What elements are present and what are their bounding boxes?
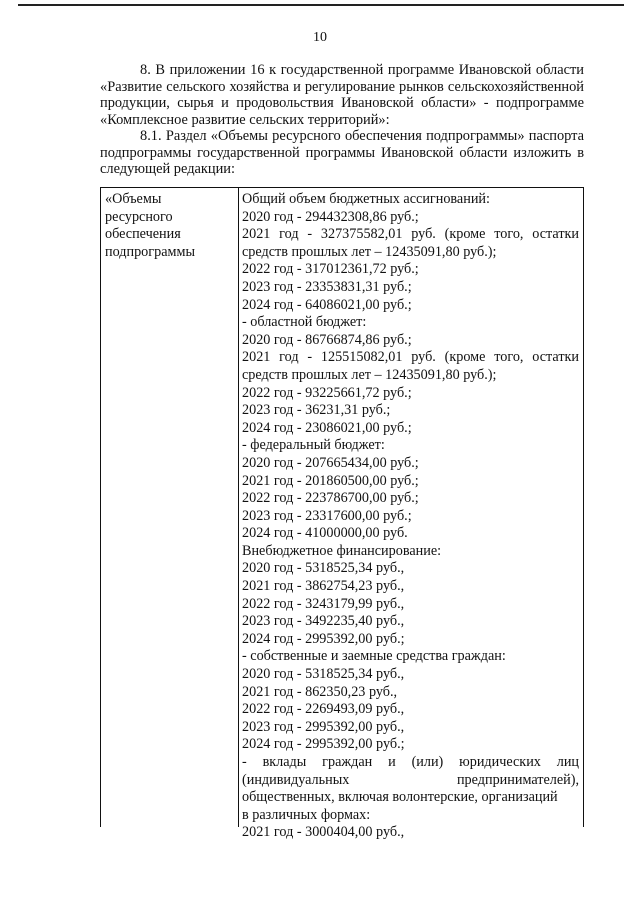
extrabudget-2024: 2024 год - 2995392,00 руб.; [242,630,405,647]
word: - [307,226,313,243]
federal-2020: 2020 год - 207665434,00 руб.; [242,454,419,471]
left-cell-line: подпрограммы [105,243,195,260]
regional-2020: 2020 год - 86766874,86 руб.; [242,331,412,348]
word: остатки [532,349,579,366]
regional-2024: 2024 год - 23086021,00 руб.; [242,419,412,436]
extrabudget-2021: 2021 год - 3862754,23 руб., [242,578,405,595]
federal-header: - федеральный бюджет: [242,437,385,454]
deposits-line-4: в различных формах: [242,806,371,823]
table-left-cell [101,188,239,827]
citizens-2020: 2020 год - 5318525,34 руб., [242,666,405,683]
word: того, [494,349,524,366]
total-2020: 2020 год - 294432308,86 руб.; [242,208,419,225]
word: (кроме [444,226,486,243]
total-2021-continued: средств прошлых лет – 12435091,80 руб.); [242,243,497,260]
citizens-2021: 2021 год - 862350,23 руб., [242,683,398,700]
table-right-cell [239,188,583,841]
federal-2023: 2023 год - 23317600,00 руб.; [242,507,412,524]
word: юридических [459,754,541,770]
resource-table [100,187,584,841]
deposits-line-2 [242,772,579,790]
total-header: Общий объем бюджетных ассигнований: [242,191,490,207]
left-cell-line: обеспечения [105,226,181,243]
word: того, [494,226,524,243]
word: руб. [411,349,436,366]
extrabudget-2020: 2020 год - 5318525,34 руб., [242,560,405,577]
word: остатки [532,226,579,243]
regional-2021 [242,349,579,367]
federal-2022: 2022 год - 223786700,00 руб.; [242,490,419,507]
word: год [279,226,299,243]
regional-header: - областной бюджет: [242,314,367,331]
word: - [307,349,313,366]
regional-2021-continued: средств прошлых лет – 12435091,80 руб.); [242,366,497,383]
total-2022: 2022 год - 317012361,72 руб.; [242,261,419,278]
extrabudget-2022: 2022 год - 3243179,99 руб., [242,595,405,612]
word: 327375582,01 [320,226,403,243]
regional-2022: 2022 год - 93225661,72 руб.; [242,384,412,401]
citizens-header: - собственные и заемные средства граждан: [242,648,506,665]
page-number: 10 [313,30,327,45]
extrabudget-2023: 2023 год - 3492235,40 руб., [242,613,405,630]
word: граждан [322,754,373,770]
word: (кроме [444,349,486,366]
total-2021 [242,226,579,244]
word: вклады [262,754,307,770]
word: - [242,754,247,770]
word: руб. [411,226,436,243]
intro-paragraph-1: 8. В приложении 16 к государственной программе Ивановской области «Развитие сельского хозяйства и регулирование рынков сельскохозяйственной продукции, сырья и продовольствия Ивановской области» - подпрограмме «Комплексное развитие сельских территорий»: [100,62,584,128]
left-cell-line: «Объемы [105,191,162,207]
word: (или) [411,754,444,770]
word: и [388,754,396,770]
word: 125515082,01 [320,349,403,366]
regional-2023: 2023 год - 36231,31 руб.; [242,402,391,419]
citizens-2022: 2022 год - 2269493,09 руб., [242,701,405,718]
deposits-line-1 [242,754,579,772]
deposits-2021: 2021 год - 3000404,00 руб., [242,824,405,841]
federal-2021: 2021 год - 201860500,00 руб.; [242,472,419,489]
federal-2024: 2024 год - 41000000,00 руб. [242,525,408,542]
citizens-2023: 2023 год - 2995392,00 руб., [242,718,405,735]
word: 2021 [242,226,271,243]
word: год [279,349,299,366]
total-2024: 2024 год - 64086021,00 руб.; [242,296,412,313]
word: предпринимателей), [456,771,579,788]
intro-paragraph-2: 8.1. Раздел «Объемы ресурсного обеспечения подпрограммы» паспорта подпрограммы государственной программы Ивановской области изложить в следующей редакции: [100,128,584,177]
word: (индивидуальных [242,771,350,788]
total-2023: 2023 год - 23353831,31 руб.; [242,278,412,295]
top-rule [18,4,624,6]
deposits-line-3: общественных, включая волонтерские, организаций [242,789,558,806]
extrabudget-header: Внебюджетное финансирование: [242,542,442,559]
left-cell-line: ресурсного [105,208,173,225]
intro-text [100,62,584,178]
word: лиц [556,754,579,770]
citizens-2024: 2024 год - 2995392,00 руб.; [242,736,405,753]
word: 2021 [242,349,271,366]
